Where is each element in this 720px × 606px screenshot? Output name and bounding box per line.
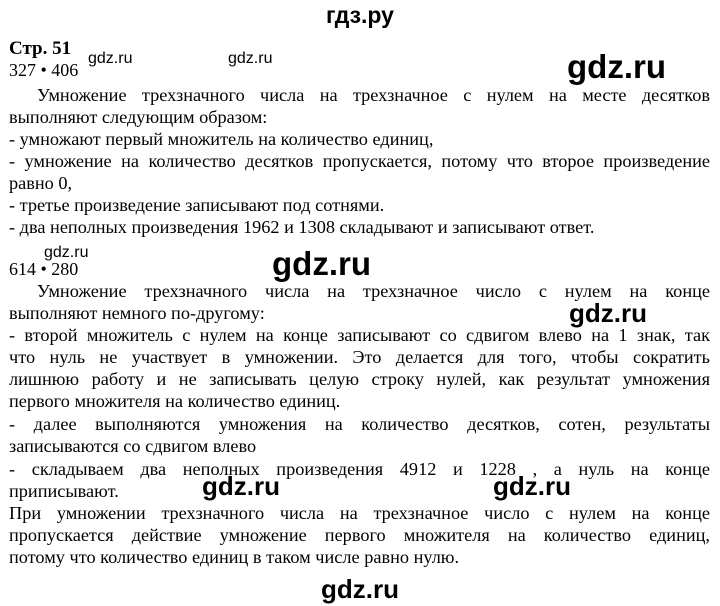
example2-line: что нуль не участвует в умножении. Это делается для того, чтобы сократить [9,347,710,367]
watermark-small: gdz.ru [228,50,273,67]
site-title: гдз.ру [326,2,394,28]
watermark-top-right: gdz.ru [567,48,666,85]
example1-line: - умножение на количество десятков пропускается, потому что второе произведение [9,151,710,171]
watermark-center: gdz.ru [272,245,371,282]
conclusion-line: потому что количество единиц в таком числе равно нулю. [9,547,460,567]
watermark-mid-right: gdz.ru [569,298,647,328]
example1-line: - умножают первый множитель на количество единиц, [9,129,434,149]
example1-expression: 327 • 406 [9,60,79,80]
example2-line: - складываем два неполных произведения 4912 и 1228 , а нуль на конце [9,459,710,479]
watermark-lower-right: gdz.ru [493,471,571,501]
conclusion-line: При умножении трехзначного числа на трехзначное число с нулем на конце [9,503,710,523]
example2-expression: 614 • 280 [9,259,79,279]
example1-line: Умножение трехзначного числа на трехзначное с нулем на месте десятков [37,85,710,105]
example1-line: - два неполных произведения 1962 и 1308 складывают и записывают ответ. [9,217,595,237]
example1-line: - третье произведение записывают под сотнями. [9,195,385,215]
example1-line: равно 0, [9,173,73,193]
watermark-small: gdz.ru [44,244,89,261]
example2-line: приписывают. [9,481,119,501]
example2-line: записываются со сдвигом влево [9,436,257,456]
example2-line: - второй множитель с нулем на конце записывают со сдвигом влево на 1 знак, так [9,325,710,345]
example2-line: Умножение трехзначного числа на трехзначное число с нулем на конце [37,281,710,301]
watermark-small: gdz.ru [88,50,133,67]
example2-line: первого множителя на количество единиц. [9,391,341,411]
watermark-lower-left: gdz.ru [202,471,280,501]
page-label: Стр. 51 [9,38,72,59]
example2-line: выполняют немного по-другому: [9,303,265,323]
example2-line: - далее выполняются умножения на количество десятков, сотен, результаты [9,414,710,434]
watermark-bottom: gdz.ru [321,574,399,604]
conclusion-line: пропускается действие умножение первого множителя на количество единиц, [9,525,710,545]
example1-line: выполняют следующим образом: [9,107,268,127]
example2-line: лишнюю работу и не записывать целую строку нулей, как результат умножения [9,369,710,389]
